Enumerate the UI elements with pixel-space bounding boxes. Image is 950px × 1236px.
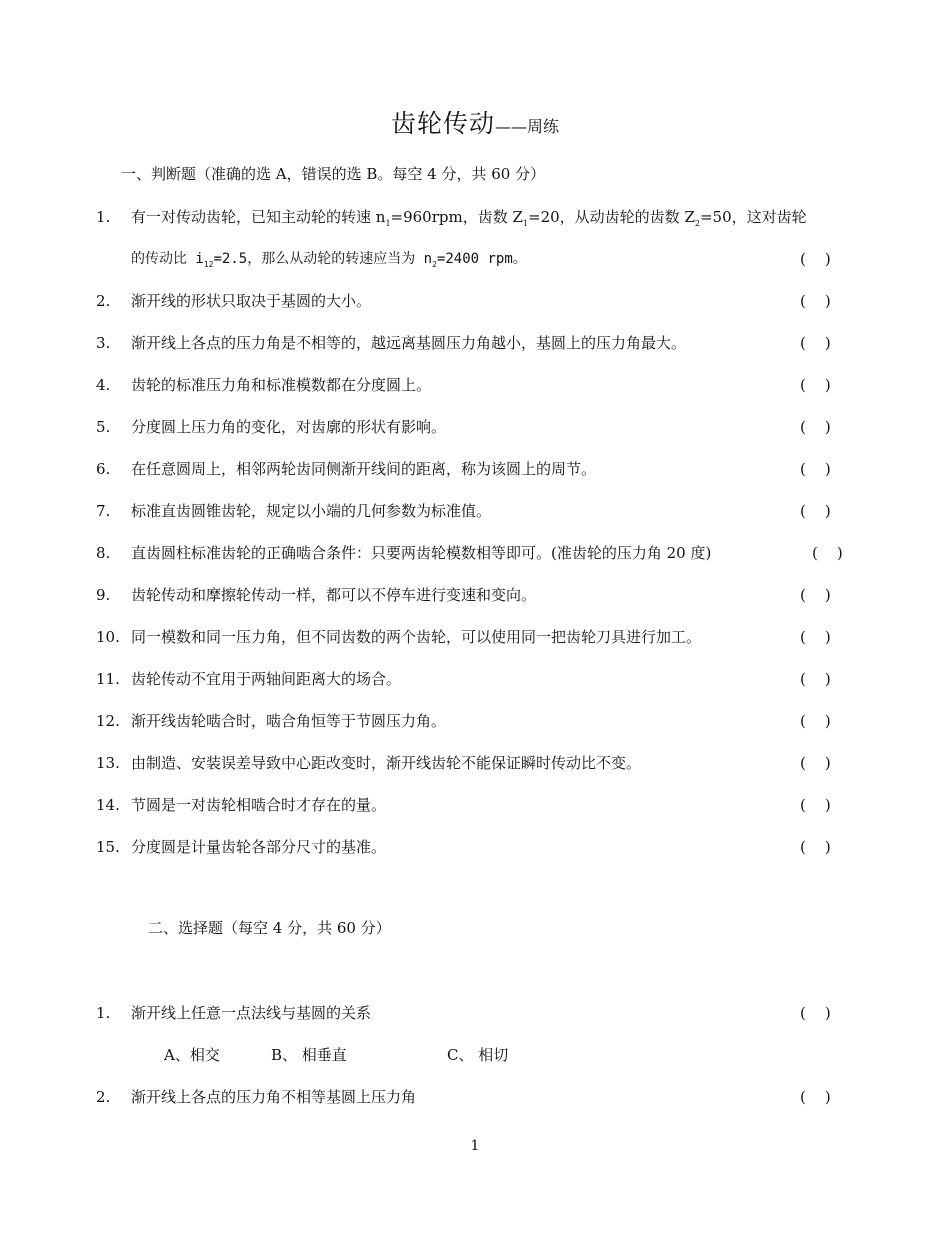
question-number: 7. <box>96 502 111 520</box>
question-text: 渐开线上各点的压力角不相等基圆上压力角 <box>131 1088 417 1106</box>
section2-heading: 二、选择题（每空 4 分，共 60 分） <box>148 919 391 937</box>
answer-blank[interactable]: ( ) <box>800 586 831 604</box>
question-text: 由制造、安装误差导致中心距改变时，渐开线齿轮不能保证瞬时传动比不变。 <box>131 754 642 772</box>
question-row <box>0 625 950 649</box>
answer-blank[interactable]: ( ) <box>800 1004 831 1022</box>
question-number: 11. <box>96 670 120 688</box>
option-a[interactable]: A、相交 <box>164 1046 220 1064</box>
question-number: 13. <box>96 754 120 772</box>
question-text: 同一模数和同一压力角，但不同齿数的两个齿轮，可以使用同一把齿轮刀具进行加工。 <box>131 628 702 646</box>
question-row <box>0 331 950 355</box>
answer-blank[interactable]: ( ) <box>812 544 843 562</box>
answer-blank[interactable]: ( ) <box>800 376 831 394</box>
answer-blank[interactable]: ( ) <box>800 292 831 310</box>
choice-question-row <box>0 1001 950 1025</box>
answer-blank[interactable]: ( ) <box>800 460 831 478</box>
question-row <box>0 835 950 859</box>
option-b[interactable]: B、 相垂直 <box>271 1046 347 1064</box>
question-number: 3. <box>96 334 111 352</box>
answer-blank[interactable]: ( ) <box>800 502 831 520</box>
question-row <box>0 415 950 439</box>
question-number: 15. <box>96 838 120 856</box>
question-text: 标准直齿圆锥齿轮，规定以小端的几何参数为标准值。 <box>131 502 492 520</box>
answer-blank[interactable]: ( ) <box>800 628 831 646</box>
answer-blank[interactable]: ( ) <box>800 250 831 268</box>
question-row <box>0 751 950 775</box>
question-number: 2. <box>96 1088 111 1106</box>
question-number: 14. <box>96 796 120 814</box>
question-text: 分度圆上压力角的变化，对齿廓的形状有影响。 <box>131 418 447 436</box>
question-row <box>0 541 950 565</box>
question-1-line-1 <box>0 205 950 229</box>
choice-question-row <box>0 1085 950 1109</box>
section1-heading: 一、判断题（准确的选 A，错误的选 B。每空 4 分，共 60 分） <box>121 165 546 183</box>
question-text: 渐开线上任意一点法线与基圆的关系 <box>131 1004 372 1022</box>
question-row <box>0 373 950 397</box>
question-number: 12. <box>96 712 120 730</box>
answer-blank[interactable]: ( ) <box>800 712 831 730</box>
question-number: 8. <box>96 544 111 562</box>
question-text: 的传动比 $i_{12}=2.5$，那么从动轮的转速应当为 $n_2=2400$ rpm。 <box>131 251 527 269</box>
question-number: 4. <box>96 376 111 394</box>
question-1-line-2 <box>0 247 950 271</box>
question-text: 在任意圆周上，相邻两轮齿同侧渐开线间的距离，称为该圆上的周节。 <box>131 460 597 478</box>
title-sub: ——周练 <box>495 117 560 136</box>
answer-blank[interactable]: ( ) <box>800 334 831 352</box>
question-number: 10. <box>96 628 120 646</box>
question-text: 渐开线齿轮啮合时，啮合角恒等于节圆压力角。 <box>131 712 447 730</box>
question-row <box>0 457 950 481</box>
question-row <box>0 667 950 691</box>
question-text: 节圆是一对齿轮相啮合时才存在的量。 <box>131 796 387 814</box>
question-text: 直齿圆柱标准齿轮的正确啮合条件：只要两齿轮模数相等即可。(准齿轮的压力角 20 度) <box>131 544 712 562</box>
page-number: 1 <box>470 1138 480 1154</box>
question-text: 齿轮的标准压力角和标准模数都在分度圆上。 <box>131 376 432 394</box>
question-row <box>0 499 950 523</box>
answer-blank[interactable]: ( ) <box>800 418 831 436</box>
question-number: 2. <box>96 292 111 310</box>
question-row <box>0 289 950 313</box>
question-text: 渐开线上各点的压力角是不相等的，越远离基圆压力角越小，基圆上的压力角最大。 <box>131 334 687 352</box>
question-number: 1. <box>96 208 111 226</box>
title-main: 齿轮传动 <box>390 109 495 138</box>
question-text: 有一对传动齿轮，已知主动轮的转速 $n_1=960rpm$，齿数 $Z_1=20$，从动齿轮的齿数 $Z_2=50$，这对齿轮 <box>131 208 807 228</box>
question-text: 齿轮传动和摩擦轮传动一样，都可以不停车进行变速和变向。 <box>131 586 537 604</box>
answer-blank[interactable]: ( ) <box>800 1088 831 1106</box>
question-text: 分度圆是计量齿轮各部分尺寸的基准。 <box>131 838 387 856</box>
answer-blank[interactable]: ( ) <box>800 754 831 772</box>
question-number: 6. <box>96 460 111 478</box>
answer-blank[interactable]: ( ) <box>800 838 831 856</box>
question-number: 5. <box>96 418 111 436</box>
question-number: 1. <box>96 1004 111 1022</box>
question-row <box>0 583 950 607</box>
question-text: 齿轮传动不宜用于两轴间距离大的场合。 <box>131 670 402 688</box>
question-row <box>0 793 950 817</box>
question-number: 9. <box>96 586 111 604</box>
question-text: 渐开线的形状只取决于基圆的大小。 <box>131 292 372 310</box>
page-title <box>0 104 950 140</box>
question-row <box>0 709 950 733</box>
option-c[interactable]: C、 相切 <box>447 1046 509 1064</box>
answer-blank[interactable]: ( ) <box>800 670 831 688</box>
answer-blank[interactable]: ( ) <box>800 796 831 814</box>
